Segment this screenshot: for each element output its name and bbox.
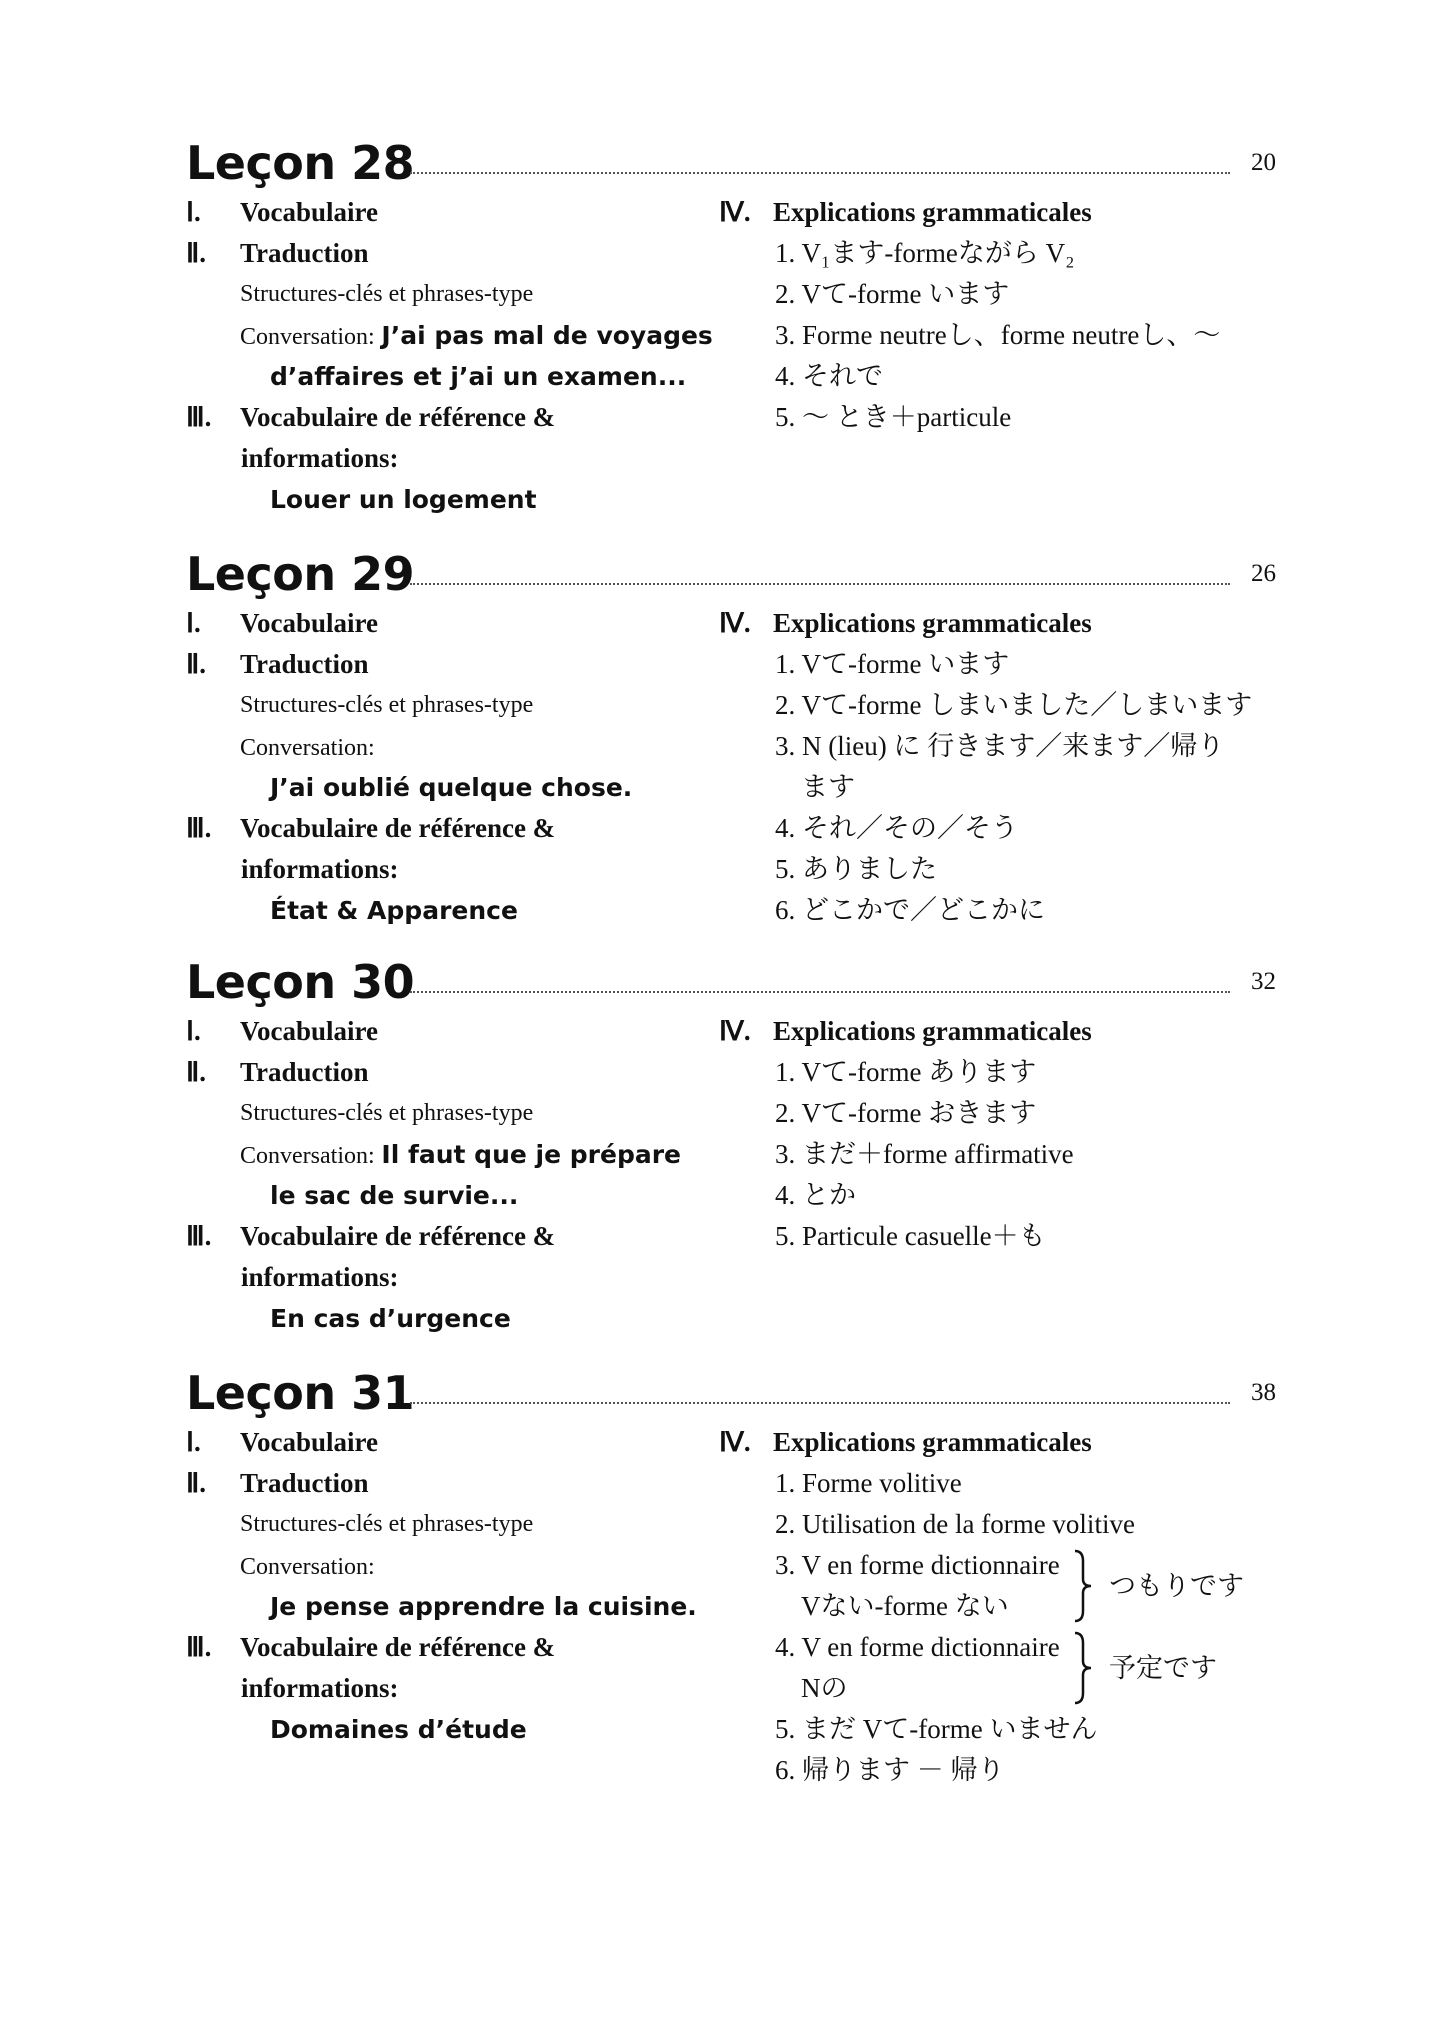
lesson-title[interactable]: Leçon 29 xyxy=(186,547,415,601)
conversation-label: Conversation: xyxy=(240,735,375,761)
grammar-item: 1. Vて-forme あります xyxy=(775,1057,1037,1087)
grammar-item: 2. Vて-forme おきます xyxy=(775,1098,1037,1128)
grammar-item: 3. まだ＋forme affirmative xyxy=(775,1139,1074,1169)
grammar-item: 5. ありました xyxy=(775,854,937,884)
reference-topic: Louer un logement xyxy=(270,485,537,514)
left-column xyxy=(186,1422,746,1750)
lesson-header xyxy=(186,953,1276,1011)
section-numeral: Ⅰ. xyxy=(186,197,201,227)
section-reference-cont: informations: xyxy=(241,854,399,884)
lesson-title[interactable]: Leçon 28 xyxy=(186,136,415,190)
grammar-item: 2. Vて-forme しまいました／しまいます xyxy=(775,690,1253,720)
reference-topic: En cas d’urgence xyxy=(270,1304,511,1333)
section-numeral: Ⅱ. xyxy=(186,649,207,679)
section-reference[interactable]: Vocabulaire de référence & xyxy=(240,813,556,843)
grammar-item: 1. Vて-forme います xyxy=(775,649,1010,679)
section-numeral: Ⅲ. xyxy=(186,813,212,843)
left-column xyxy=(186,192,746,520)
grammar-item: 4. それ／その／そう xyxy=(775,813,1018,843)
right-column xyxy=(719,192,1279,438)
conversation-title: J’ai pas mal de voyages xyxy=(381,321,713,350)
reference-topic: Domaines d’étude xyxy=(270,1715,527,1744)
dotted-leader xyxy=(410,991,1230,993)
conversation-title-cont: le sac de survie... xyxy=(270,1181,519,1210)
lesson-28 xyxy=(186,134,1276,514)
section-numeral: Ⅱ. xyxy=(186,1468,207,1498)
grammar-brace-group xyxy=(719,1627,1279,1709)
section-vocabulary[interactable]: Vocabulaire xyxy=(240,1427,379,1457)
curly-brace-icon xyxy=(1071,1549,1095,1623)
grammar-brace-tail: 予定です xyxy=(1109,1653,1217,1683)
section-translation[interactable]: Traduction xyxy=(240,1057,369,1087)
section-numeral: Ⅳ. xyxy=(719,1016,751,1046)
section-numeral: Ⅱ. xyxy=(186,1057,207,1087)
section-translation[interactable]: Traduction xyxy=(240,1468,369,1498)
section-numeral: Ⅱ. xyxy=(186,238,207,268)
conversation-title: J’ai oublié quelque chose. xyxy=(270,773,633,802)
section-reference-cont: informations: xyxy=(241,1262,399,1292)
grammar-item-cont: Vない-forme ない xyxy=(801,1591,1009,1621)
grammar-item: 5. Particule casuelle＋も xyxy=(775,1221,1046,1251)
dotted-leader xyxy=(410,583,1230,585)
section-numeral: Ⅰ. xyxy=(186,1427,201,1457)
section-translation[interactable]: Traduction xyxy=(240,238,369,268)
grammar-item: 4. とか xyxy=(775,1180,856,1210)
section-numeral: Ⅳ. xyxy=(719,197,751,227)
lesson-title[interactable]: Leçon 30 xyxy=(186,955,415,1009)
lesson-31 xyxy=(186,1364,1276,1785)
structures-line: Structures-clés et phrases-type xyxy=(240,1100,534,1126)
grammar-brace-tail: つもりです xyxy=(1109,1571,1244,1601)
structures-line: Structures-clés et phrases-type xyxy=(240,1511,534,1537)
lesson-header xyxy=(186,134,1276,192)
grammar-item: 2. Utilisation de la forme volitive xyxy=(775,1509,1135,1539)
page-number[interactable]: 32 xyxy=(1251,968,1276,995)
reference-topic: État & Apparence xyxy=(270,896,518,925)
lesson-header xyxy=(186,545,1276,603)
lesson-30 xyxy=(186,953,1276,1333)
lesson-29 xyxy=(186,545,1276,925)
grammar-item: 4. それで xyxy=(775,361,883,391)
curly-brace-icon xyxy=(1071,1631,1095,1705)
conversation-label: Conversation: xyxy=(240,1143,375,1169)
section-vocabulary[interactable]: Vocabulaire xyxy=(240,197,379,227)
grammar-item-cont: Nの xyxy=(801,1673,848,1703)
section-reference-cont: informations: xyxy=(241,443,399,473)
grammar-item: 6. どこかで／どこかに xyxy=(775,895,1045,925)
left-column xyxy=(186,1011,746,1339)
section-translation[interactable]: Traduction xyxy=(240,649,369,679)
grammar-item: 3. N (lieu) に 行きます／来ます／帰り xyxy=(775,731,1225,761)
page-number[interactable]: 26 xyxy=(1251,560,1276,587)
grammar-item: 3. V en forme dictionnaire xyxy=(775,1550,1060,1580)
structures-line: Structures-clés et phrases-type xyxy=(240,281,534,307)
section-grammar[interactable]: Explications grammaticales xyxy=(773,1427,1092,1457)
section-numeral: Ⅲ. xyxy=(186,1221,212,1251)
section-numeral: Ⅳ. xyxy=(719,1427,751,1457)
lesson-title[interactable]: Leçon 31 xyxy=(186,1366,415,1420)
section-numeral: Ⅰ. xyxy=(186,1016,201,1046)
section-numeral: Ⅲ. xyxy=(186,1632,212,1662)
conversation-title-cont: d’affaires et j’ai un examen... xyxy=(270,362,687,391)
grammar-item-cont: ます xyxy=(801,772,855,802)
grammar-item: 1. V₁ます-formeながら V₂ xyxy=(775,238,1075,268)
section-numeral: Ⅳ. xyxy=(719,608,751,638)
conversation-title: Il faut que je prépare xyxy=(381,1140,681,1169)
left-column xyxy=(186,603,746,931)
grammar-item: 6. 帰ります － 帰り xyxy=(775,1755,1005,1785)
section-grammar[interactable]: Explications grammaticales xyxy=(773,197,1092,227)
grammar-item: 4. V en forme dictionnaire xyxy=(775,1632,1060,1662)
section-reference[interactable]: Vocabulaire de référence & xyxy=(240,1221,556,1251)
right-column xyxy=(719,603,1279,931)
section-reference-cont: informations: xyxy=(241,1673,399,1703)
grammar-item: 5. ～ とき＋particule xyxy=(775,402,1012,432)
section-numeral: Ⅰ. xyxy=(186,608,201,638)
structures-line: Structures-clés et phrases-type xyxy=(240,692,534,718)
dotted-leader xyxy=(410,1402,1230,1404)
section-grammar[interactable]: Explications grammaticales xyxy=(773,1016,1092,1046)
page-number[interactable]: 38 xyxy=(1251,1379,1276,1406)
grammar-brace-group xyxy=(719,1545,1279,1627)
right-column xyxy=(719,1011,1279,1257)
section-grammar[interactable]: Explications grammaticales xyxy=(773,608,1092,638)
right-column xyxy=(719,1422,1279,1791)
conversation-label: Conversation: xyxy=(240,1554,375,1580)
section-numeral: Ⅲ. xyxy=(186,402,212,432)
conversation-title: Je pense apprendre la cuisine. xyxy=(270,1592,697,1621)
grammar-item: 3. Forme neutreし、forme neutreし、～ xyxy=(775,320,1221,350)
grammar-item: 2. Vて-forme います xyxy=(775,279,1010,309)
conversation-label: Conversation: xyxy=(240,324,375,350)
dotted-leader xyxy=(410,172,1230,174)
grammar-item: 1. Forme volitive xyxy=(775,1468,962,1498)
section-vocabulary[interactable]: Vocabulaire xyxy=(240,608,379,638)
page-number[interactable]: 20 xyxy=(1251,149,1276,176)
lesson-header xyxy=(186,1364,1276,1422)
section-vocabulary[interactable]: Vocabulaire xyxy=(240,1016,379,1046)
grammar-item: 5. まだ Vて-forme いません xyxy=(775,1714,1098,1744)
section-reference[interactable]: Vocabulaire de référence & xyxy=(240,1632,556,1662)
section-reference[interactable]: Vocabulaire de référence & xyxy=(240,402,556,432)
